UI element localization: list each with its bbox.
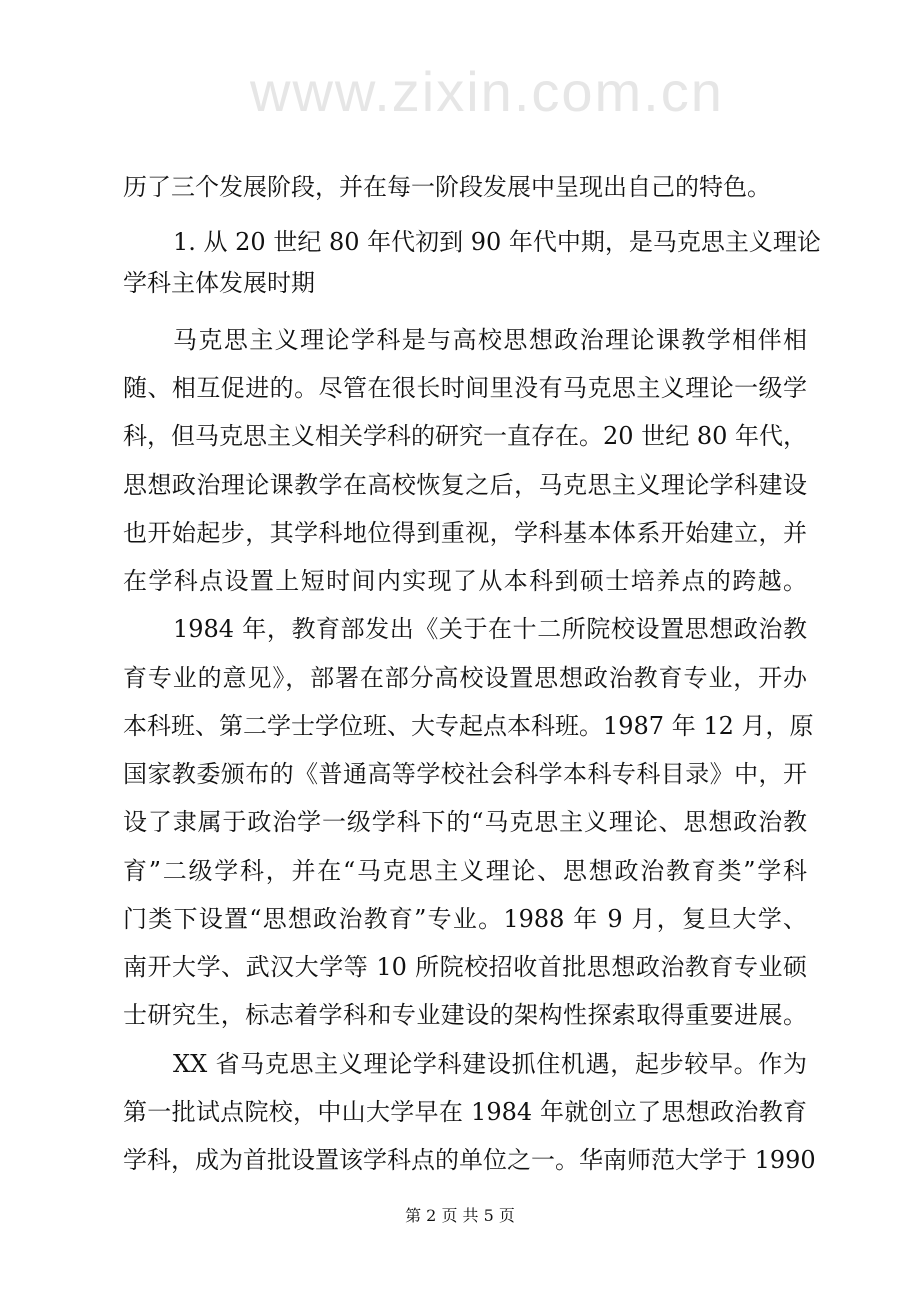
text-line: 学科主体发展时期 (123, 269, 315, 297)
text-line: 南开大学、武汉大学等 10 所院校招收首批思想政治教育专业硕 (123, 953, 807, 982)
text-line: 在学科点设置上短时间内实现了从本科到硕士培养点的跨越。 (123, 567, 807, 596)
text-line: 士研究生，标志着学科和专业建设的架构性探索取得重要进展。 (123, 1001, 807, 1030)
text-line: 马克思主义理论学科是与高校思想政治理论课教学相伴相 (173, 326, 807, 354)
text-line: 随、相互促进的。尽管在很长时间里没有马克思主义理论一级学 (123, 374, 807, 403)
text-line: XX 省马克思主义理论学科建设抓住机遇，起步较早。作为 (173, 1049, 807, 1078)
watermark: www.zixin.com.cn (250, 60, 724, 123)
text-line: 育专业的意见》，部署在部分高校设置思想政治教育专业，开办 (123, 663, 807, 692)
text-line: 历了三个发展阶段，并在每一阶段发展中呈现出自己的特色。 (123, 173, 771, 201)
text-line: 设了隶属于政治学一级学科下的“马克思主义理论、思想政治教 (123, 808, 807, 837)
text-line: 学科，成为首批设置该学科点的单位之一。华南师范大学于 1990 (123, 1146, 816, 1174)
text-line: 1. 从 20 世纪 80 年代初到 90 年代中期，是马克思主义理论 (173, 228, 821, 256)
text-line: 也开始起步，其学科地位得到重视，学科基本体系开始建立，并 (123, 518, 807, 547)
text-line: 本科班、第二学士学位班、大专起点本科班。1987 年 12 月，原 (123, 711, 814, 740)
text-line: 科，但马克思主义相关学科的研究一直存在。20 世纪 80 年代， (123, 422, 807, 451)
page-footer: 第 2 页 共 5 页 (405, 1206, 515, 1225)
text-line: 门类下设置“思想政治教育”专业。1988 年 9 月，复旦大学、 (123, 904, 807, 933)
text-line: 1984 年，教育部发出《关于在十二所院校设置思想政治教 (173, 615, 807, 644)
text-line: 育”二级学科，并在“马克思主义理论、思想政治教育类”学科 (123, 856, 807, 885)
text-line: 国家教委颁布的《普通高等学校社会科学本科专科目录》中，开 (123, 760, 807, 789)
text-line: 思想政治理论课教学在高校恢复之后，马克思主义理论学科建设 (123, 470, 807, 499)
text-line: 第一批试点院校，中山大学早在 1984 年就创立了思想政治教育 (123, 1097, 807, 1126)
